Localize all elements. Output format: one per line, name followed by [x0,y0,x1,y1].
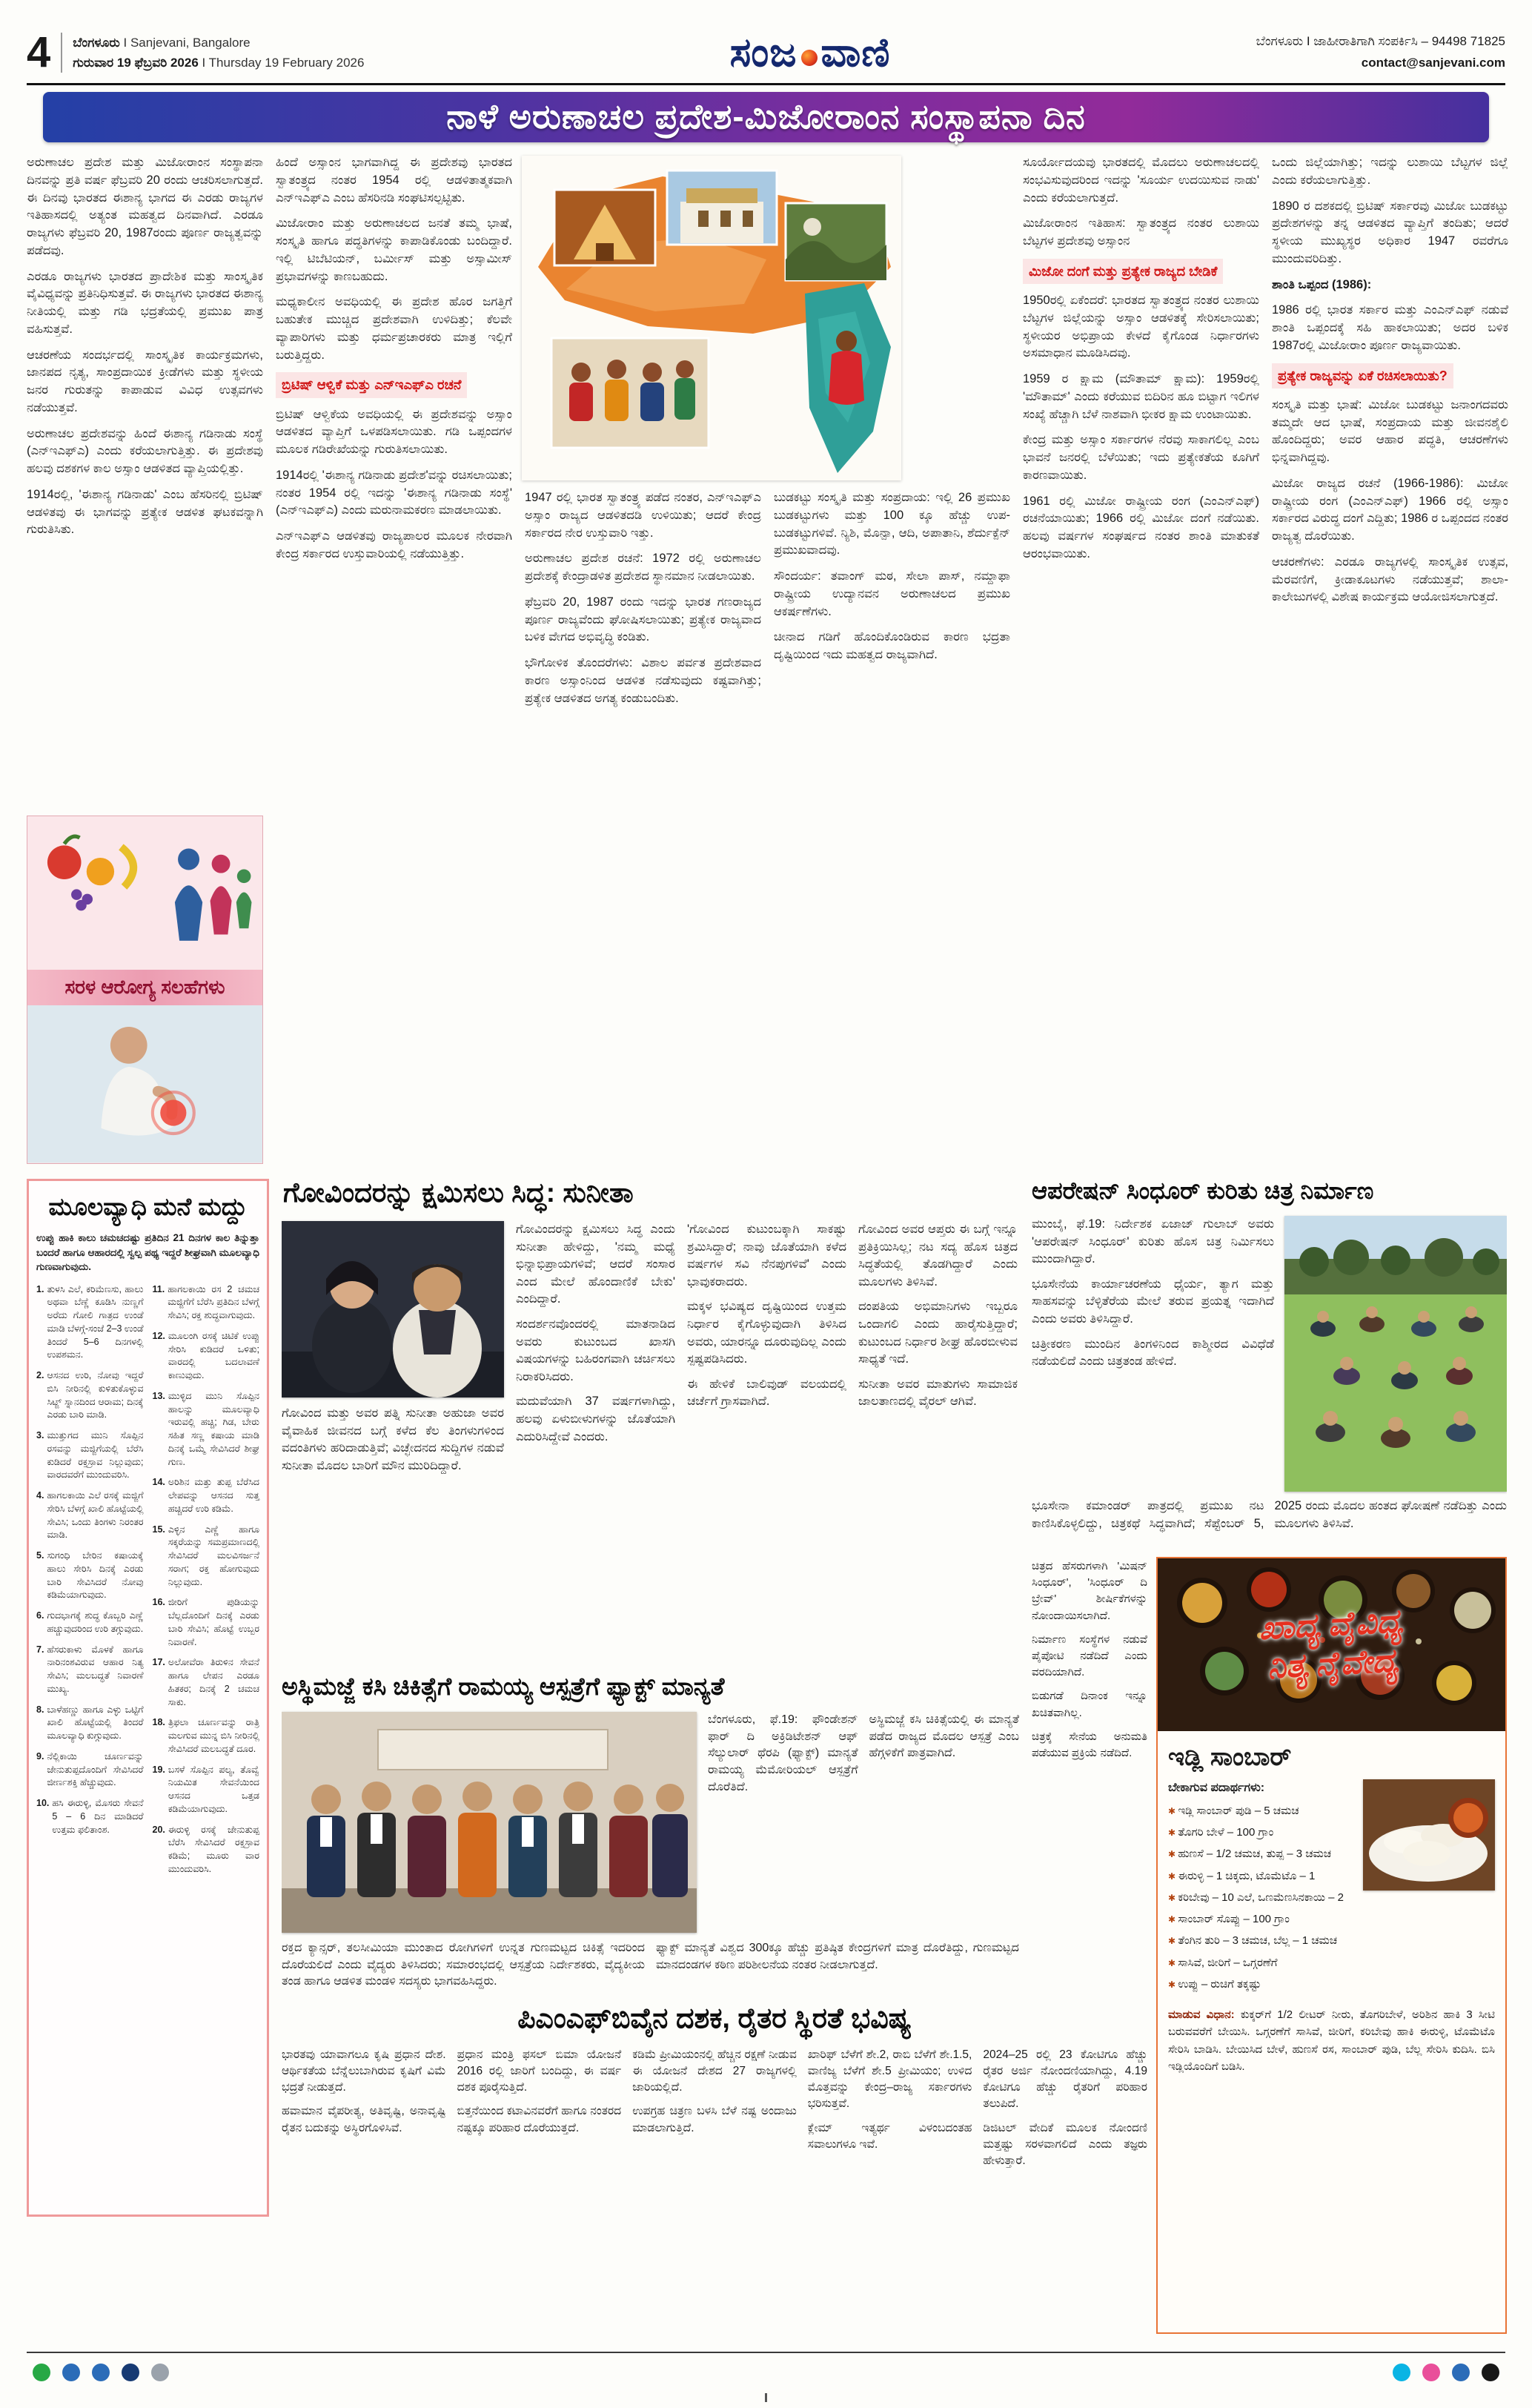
lead-paragraph: ಅರುಣಾಚಲ ಪ್ರದೇಶ ಮತ್ತು ಮಿಜೋರಾಂನ ಸಂಸ್ಥಾಪನಾ ದಿನವನ್ನು ಪ್ರತಿ ವರ್ಷ ಫೆಬ್ರವರಿ 20 ರಂದು ಆಚರಿಸಲಾಗುತ್ತದೆ. ಈ ದಿನವು ಭಾರತದ ಈಶಾನ್ಯ ಭಾಗದ ಈ ಎರಡು ರಾಜ್ಯಗಳ ಇತಿಹಾಸದಲ್ಲಿ ಅತ್ಯಂತ ಮಹತ್ವದ ದಿನವಾಗಿದೆ. ಎರಡೂ ರಾಜ್ಯಗಳು ಫೆಬ್ರವರಿ 20, 1987ರಂದು ಪೂರ್ಣ ರಾಜ್ಯತ್ವವನ್ನು ಪಡೆದವು. [27,156,263,257]
remedy-text: ಗುದಭಾಗಕ್ಕೆ ಶುದ್ಧ ಕೊಬ್ಬರಿ ಎಣ್ಣೆ ಹಚ್ಚುವುದರಿಂದ ಉರಿ ತಗ್ಗುವುದು. [47,1610,144,1634]
remedy-number: 13. [152,1390,165,1401]
contact-email: contact@sanjevani.com [1361,56,1505,70]
lead-paragraph: ಬ್ರಿಟಿಷ್ ಆಳ್ವಿಕೆ ಮತ್ತು ಎನ್‌ಇಎಫ್‌ಎ ರಚನೆ [276,372,467,397]
color-dot [92,2364,110,2381]
remedies-title: ಮೂಲವ್ಯಾಧಿ ಮನೆ ಮದ್ದು [48,1193,248,1220]
masthead-logo-left: ಸಂಜ [729,30,797,75]
article-paragraph: ಕಡಿಮೆ ಪ್ರೀಮಿಯಂನಲ್ಲಿ ಹೆಚ್ಚಿನ ರಕ್ಷಣೆ ನೀಡುವ ಈ ಯೋಜನೆ ದೇಶದ 27 ರಾಜ್ಯಗಳಲ್ಲಿ ಜಾರಿಯಲ್ಲಿದೆ. [632,2048,797,2094]
print-registration-dots-right [1393,2364,1499,2381]
remedy-number: 10. [36,1798,50,1809]
article-paragraph: ಚಿತ್ರೀಕರಣ ಮುಂದಿನ ತಿಂಗಳಿನಿಂದ ಕಾಶ್ಮೀರದ ವಿವಿಧೆಡೆ ನಡೆಯಲಿದೆ ಎಂದು ಚಿತ್ರತಂಡ ಹೇಳಿದೆ. [1032,1337,1274,1369]
article-paragraph: ನಿರ್ಮಾಣ ಸಂಸ್ಥೆಗಳ ನಡುವೆ ಪೈಪೋಟಿ ನಡೆದಿದೆ ಎಂದು ವರದಿಯಾಗಿದೆ. [1032,1633,1147,1679]
article-paragraph: ದಂಪತಿಯ ಅಭಿಮಾನಿಗಳು ಇಬ್ಬರೂ ಒಂದಾಗಲಿ ಎಂದು ಹಾರೈಸುತ್ತಿದ್ದಾರೆ; ಕುಟುಂಬದ ನಿರ್ಧಾರ ಶೀಘ್ರ ಹೊರಬೀಳುವ ಸಾಧ್ಯತೆ ಇದೆ. [858,1300,1018,1366]
remedy-item [36,1549,144,1602]
ramaiah-body [282,1712,1019,1933]
remedy-item [36,1704,144,1743]
article-paragraph: ಮದುವೆಯಾಗಿ 37 ವರ್ಷಗಳಾಗಿದ್ದು, ಹಲವು ಏಳುಬೀಳುಗಳನ್ನು ಜೊತೆಯಾಗಿ ಎದುರಿಸಿದ್ದೇವೆ ಎಂದರು. [516,1395,675,1443]
lead-paragraph: ಚೀನಾದ ಗಡಿಗೆ ಹೊಂದಿಕೊಂಡಿರುವ ಕಾರಣ ಭದ್ರತಾ ದೃಷ್ಟಿಯಿಂದ ಇದು ಮಹತ್ವದ ರಾಜ್ಯವಾಗಿದೆ. [774,630,1010,661]
remedy-text: ತುಳಸಿ ಎಲೆ, ಕರಿಮೆಣಸು, ಹಾಲು ಅಥವಾ ಬೆಣ್ಣೆ ಕೂಡಿಸಿ ನುಣ್ಣಗೆ ಅರೆದು ಗೋಲಿ ಗಾತ್ರದ ಉಂಡೆ ಮಾಡಿ ಬೆಳಗ್ಗೆ-ಸಂಜೆ 2–3 ಉಂಡೆ ತಿಂದರೆ 5–6 ದಿನಗಳಲ್ಲಿ ಉಪಶಮನ. [47,1283,144,1360]
remedy-item [153,1330,260,1383]
remedy-number: 9. [36,1750,44,1762]
article-paragraph: ರಕ್ತದ ಕ್ಯಾನ್ಸರ್, ತಲಸೀಮಿಯಾ ಮುಂತಾದ ರೋಗಿಗಳಿಗೆ ಉನ್ನತ ಗುಣಮಟ್ಟದ ಚಿಕಿತ್ಸೆ ಇದರಿಂದ ದೊರೆಯಲಿದೆ ಎಂದು ವೈದ್ಯರು ತಿಳಿಸಿದರು; ಸಮಾರಂಭದಲ್ಲಿ ಆಸ್ಪತ್ರೆಯ ನಿರ್ದೇಶಕರು, ವೈದ್ಯಕೀಯ ತಂಡ ಹಾಗೂ ಆಡಳಿತ ಮಂಡಳಿ ಸದಸ್ಯರು ಭಾಗವಹಿಸಿದ್ದರು. [282,1942,645,1988]
masthead-logo-right: ವಾಣಿ [820,30,891,75]
remedy-number: 11. [152,1283,165,1294]
pmfby-column-4 [808,2047,972,2177]
ingredient-item: ✱ ಸಾಂಬಾರ್ ಸೊಪ್ಪು – 100 ಗ್ರಾಂ [1168,1911,1356,1928]
recipe-title: ಇಡ್ಲಿ ಸಾಂಬಾರ್ [1168,1743,1292,1771]
health-tips-ribbon-text: ಸರಳ ಆರೋಗ್ಯ ಸಲಹೆಗಳು [64,976,225,999]
remedy-number: 8. [36,1704,44,1715]
lead-paragraph: 1986 ರಲ್ಲಿ ಭಾರತ ಸರ್ಕಾರ ಮತ್ತು ಎಂಎನ್‌ಎಫ್ ನಡುವೆ ಶಾಂತಿ ಒಪ್ಪಂದಕ್ಕೆ ಸಹಿ ಹಾಕಲಾಯಿತು; ಅದರ ಬಳಿಕ 1987ರಲ್ಲಿ ಮಿಜೋರಾಂ ಪೂರ್ಣ ರಾಜ್ಯವಾಯಿತು. [1272,303,1508,352]
remedy-text: ಹಾಗಲಕಾಯಿ ಎಲೆ ರಸಕ್ಕೆ ಮಜ್ಜಿಗೆ ಸೇರಿಸಿ ಬೆಳಗ್ಗೆ ಖಾಲಿ ಹೊಟ್ಟೆಯಲ್ಲಿ ಸೇವಿಸಿ; ಒಂದು ತಿಂಗಳು ನಿರಂತರ ಮಾಡಿ. [47,1490,144,1541]
remedy-item [153,1390,260,1469]
remedies-intro: ಉಪ್ಪು ಹಾಕಿ ಕಾಲು ಚಮಚದಷ್ಟು ಪ್ರತಿದಿನ 21 ದಿನಗಳ ಕಾಲ ತಿನ್ನುತ್ತಾ ಬಂದರೆ ಹಾಗೂ ಆಹಾರದಲ್ಲಿ ಸ್ವಲ್ಪ ಪಥ್ಯ ಇದ್ದರೆ ಶೀಘ್ರವಾಗಿ ಮೂಲವ್ಯಾಧಿ ಗುಣವಾಗುವುದು. [36,1232,259,1273]
lead-paragraph: ಒಂದು ಜಿಲ್ಲೆಯಾಗಿತ್ತು; ಇದನ್ನು ಲುಶಾಯಿ ಬೆಟ್ಟಗಳ ಜಿಲ್ಲೆ ಎಂದು ಕರೆಯಲಾಗುತ್ತಿತ್ತು. [1272,156,1508,187]
ingredient-item: ✱ ಹುಣಸೆ – 1/2 ಚಮಚ, ತುಪ್ಪ – 3 ಚಮಚ [1168,1845,1356,1862]
pmfby-column-5 [983,2047,1147,2177]
remedy-text: ಮುಳ್ಳಿದ ಮುನಿ ಸೊಪ್ಪಿನ ಹಾಲನ್ನು ಮೂಲವ್ಯಾಧಿ ಇರುವಲ್ಲಿ ಹಚ್ಚಿ; ಗಿಡ, ಬೇರು ಸಹಿತ ಸಣ್ಣ ಕಷಾಯ ಮಾಡಿ ದಿನಕ್ಕೆ ಒಮ್ಮೆ ಸೇವಿಸಿದರೆ ಶೀಘ್ರ ಗುಣ. [168,1390,259,1467]
lead-article-body [27,154,1508,1167]
article-paragraph: ಹವಾಮಾನ ವೈಪರೀತ್ಯ, ಅತಿವೃಷ್ಟಿ, ಅನಾವೃಷ್ಟಿ ರೈತನ ಬದುಕನ್ನು ಅಸ್ಥಿರಗೊಳಿಸಿವೆ. [282,2105,446,2134]
ramaiah-headline: ಅಸ್ಥಿಮಜ್ಜೆ ಕಸಿ ಚಿಕಿತ್ಸೆಗೆ ರಾಮಯ್ಯ ಆಸ್ಪತ್ರೆಗೆ ಫ್ಯಾಕ್ಟ್ ಮಾನ್ಯತೆ [282,1673,725,1700]
lead-paragraph: ಸಂಸ್ಕೃತಿ ಮತ್ತು ಭಾಷೆ: ಮಿಜೋ ಬುಡಕಟ್ಟು ಜನಾಂಗದವರು ತಮ್ಮದೇ ಆದ ಭಾಷೆ, ಸಂಪ್ರದಾಯ ಮತ್ತು ಜೀವನಶೈಲಿ ಹೊಂದಿದ್ದರು; ಅವರ ಆಹಾರ ಪದ್ಧತಿ, ಆಚರಣೆಗಳು ಭಿನ್ನವಾಗಿದ್ದವು. [1272,397,1508,465]
article-paragraph: ಮಕ್ಕಳ ಭವಿಷ್ಯದ ದೃಷ್ಟಿಯಿಂದ ಉತ್ತಮ ನಿರ್ಧಾರ ಕೈಗೊಳ್ಳುವುದಾಗಿ ತಿಳಿಸಿದ ಅವರು, ಯಾರನ್ನೂ ದೂರುವುದಿಲ್ಲ ಎಂದು ಸ್ಪಷ್ಟಪಡಿಸಿದರು. [687,1300,846,1366]
lead-paragraph: ಆಚರಣೆಗಳು: ಎರಡೂ ರಾಜ್ಯಗಳಲ್ಲಿ ಸಾಂಸ್ಕೃತಿಕ ಉತ್ಸವ, ಮೆರವಣಿಗೆ, ಕ್ರೀಡಾಕೂಟಗಳು ನಡೆಯುತ್ತವೆ; ಶಾಲಾ-ಕಾಲೇಜುಗಳಲ್ಲಿ ವಿಶೇಷ ಕಾರ್ಯಕ್ರಮ ಆಯೋಜಿಸಲಾಗುತ್ತದೆ. [1272,555,1508,604]
food-banner-line-1: ಖಾದ್ಯ ವೈವಿಧ್ಯ [1258,1602,1403,1647]
color-dot [1452,2364,1470,2381]
health-tips-graphic [27,816,263,1164]
ingredient-item: ✱ ಸಾಸಿವೆ, ಜೀರಿಗೆ – ಒಗ್ಗರಣೆಗೆ [1168,1954,1356,1971]
color-dot [1482,2364,1499,2381]
govinda-column-4 [858,1221,1018,1482]
remedy-number: 14. [152,1477,165,1488]
lead-paragraph: ಅರುಣಾಚಲ ಪ್ರದೇಶವನ್ನು ಹಿಂದೆ ಈಶಾನ್ಯ ಗಡಿನಾಡು ಸಂಸ್ಥೆ (ಎನ್‌ಇಎಫ್‌ಎ) ಎಂದು ಕರೆಯಲಾಗುತ್ತಿತ್ತು. ಈ ಪ್ರದೇಶವು ಹಲವು ದಶಕಗಳ ಕಾಲ ಅಸ್ಸಾಂ ಆಡಳಿತದ ವ್ಯಾಪ್ತಿಯಲ್ಲಿತ್ತು. [27,426,263,475]
ramaiah-article [282,1673,1019,1994]
remedy-item [153,1283,260,1323]
lead-paragraph: 1914ರಲ್ಲಿ 'ಈಶಾನ್ಯ ಗಡಿನಾಡು ಪ್ರದೇಶ'ವನ್ನು ರಚಿಸಲಾಯಿತು; ನಂತರ 1954 ರಲ್ಲಿ ಇದನ್ನು 'ಈಶಾನ್ಯ ಗಡಿನಾಡು ಸಂಸ್ಥೆ' (ಎನ್‌ಇಎಫ್‌ಎ) ಎಂದು ಮರುನಾಮಕರಣ ಮಾಡಲಾಯಿತು. [276,468,512,517]
lead-column-6 [1272,154,1508,1167]
lead-column-2 [276,154,512,1167]
header-left [27,28,365,76]
ingredient-item: ✱ ತೊಗರಿ ಬೇಳೆ – 100 ಗ್ರಾಂ [1168,1824,1356,1841]
food-banner-line-2: ನಿತ್ಯ ನೈವೇದ್ಯ [1266,1641,1399,1686]
lead-paragraph: 1890 ರ ದಶಕದಲ್ಲಿ ಬ್ರಿಟಿಷ್ ಸರ್ಕಾರವು ಮಿಜೋ ಬುಡಕಟ್ಟು ಪ್ರದೇಶಗಳನ್ನು ತನ್ನ ಆಡಳಿತದ ವ್ಯಾಪ್ತಿಗೆ ತಂದಿತು; ಆದರೆ ಸ್ಥಳೀಯ ಮುಖ್ಯಸ್ಥರ ಅಧಿಕಾರ 1947 ರವರೆಗೂ ಮುಂದುವರಿದಿತ್ತು. [1272,199,1508,265]
lead-paragraph: ಸೌಂದರ್ಯ: ತವಾಂಗ್ ಮಠ, ಸೇಲಾ ಪಾಸ್, ನಮ್ದಾಫಾ ರಾಷ್ಟ್ರೀಯ ಉದ್ಯಾನವನ ಅರುಣಾಚಲದ ಪ್ರಮುಖ ಆಕರ್ಷಣೆಗಳು. [774,569,1010,618]
lead-paragraph: ಪ್ರತ್ಯೇಕ ರಾಜ್ಯವನ್ನು ಏಕೆ ರಚಿಸಲಾಯಿತು? [1272,363,1453,388]
lead-column-1 [27,154,263,1167]
pmfby-headline: ಪಿಎಂಎಫ್‌ಬಿವೈನ ದಶಕ, ರೈತರ ಸ್ಥಿರತೆ ಭವಿಷ್ಯ [517,2003,912,2034]
ingredient-item: ✱ ತೆಂಗಿನ ತುರಿ – 3 ಚಮಚ, ಬೆಲ್ಲ – 1 ಚಮಚ [1168,1932,1356,1949]
arunachal-mizoram-collage-photo [522,156,901,480]
pmfby-column-2 [457,2047,622,2177]
article-paragraph: ಖಾರಿಫ್ ಬೆಳೆಗೆ ಶೇ.2, ರಾಬಿ ಬೆಳೆಗೆ ಶೇ.1.5, ವಾಣಿಜ್ಯ ಬೆಳೆಗೆ ಶೇ.5 ಪ್ರೀಮಿಯಂ; ಉಳಿದ ಮೊತ್ತವನ್ನು ಕೇಂದ್ರ–ರಾಜ್ಯ ಸರ್ಕಾರಗಳು ಭರಿಸುತ್ತವೆ. [807,2048,972,2111]
remedy-item [153,1764,260,1816]
article-paragraph: ಚಿತ್ರದ ಹೆಸರುಗಳಾಗಿ 'ಮಿಷನ್ ಸಿಂಧೂರ್', 'ಸಿಂಧೂರ್ ದಿ ಬ್ರೇವ್' ಶೀರ್ಷಿಕೆಗಳನ್ನು ನೋಂದಾಯಿಸಲಾಗಿದೆ. [1032,1560,1147,1622]
city-label-en: I Sanjevani, Bangalore [123,35,251,50]
color-dot [151,2364,169,2381]
article-paragraph: ಫ್ಯಾಕ್ಟ್ ಮಾನ್ಯತೆ ವಿಶ್ವದ 300ಕ್ಕೂ ಹೆಚ್ಚು ಪ್ರತಿಷ್ಠಿತ ಕೇಂದ್ರಗಳಿಗೆ ಮಾತ್ರ ದೊರೆತಿದ್ದು, ಗುಣಮಟ್ಟದ ಮಾನದಂಡಗಳ ಕಠಿಣ ಪರಿಶೀಲನೆಯ ನಂತರ ನೀಡಲಾಗುತ್ತದೆ. [656,1942,1019,1971]
govinda-column-1-text [282,1405,504,1475]
method-text: ಕುಕ್ಕರ್‌ಗೆ 1/2 ಲೀಟರ್ ನೀರು, ತೊಗರಿಬೇಳೆ, ಅರಿಶಿನ ಹಾಕಿ 3 ಸೀಟಿ ಬರುವವರೆಗೆ ಬೇಯಿಸಿ. ಒಗ್ಗರಣೆಗೆ ಸಾಸಿವೆ, ಜೀರಿಗೆ, ಕರಿಬೇವು ಹಾಕಿ ಈರುಳ್ಳಿ, ಟೊಮೆಟೊ ಸೇರಿಸಿ ಬಾಡಿಸಿ. ಬೇಯಿಸಿದ ಬೇಳೆ, ಹುಣಸೆ ರಸ, ಸಾಂಬಾರ್ ಪುಡಿ, ಬೆಲ್ಲ ಸೇರಿಸಿ ಕುದಿಸಿ. ಬಿಸಿ ಇಡ್ಲಿಯೊಂದಿಗೆ ಬಡಿಸಿ. [1168,2008,1495,2073]
idli-sambar-photo [1363,1779,1495,1891]
remedy-text: ಅರಿಶಿನ ಮತ್ತು ತುಪ್ಪ ಬೆರೆಸಿದ ಲೇಪವನ್ನು ಆಸನದ ಸುತ್ತ ಹಚ್ಚಿದರೆ ಉರಿ ಕಡಿಮೆ. [168,1477,259,1514]
govinda-column-3 [687,1221,846,1482]
govinda-headline: ಗೋವಿಂದರನ್ನು ಕ್ಷಮಿಸಲು ಸಿದ್ಧ: ಸುನೀತಾ [283,1177,634,1208]
remedies-box [27,1179,269,2217]
lead-paragraph: ಎರಡೂ ರಾಜ್ಯಗಳು ಭಾರತದ ಪ್ರಾದೇಶಿಕ ಮತ್ತು ಸಾಂಸ್ಕೃತಿಕ ವೈವಿಧ್ಯವನ್ನು ಪ್ರತಿನಿಧಿಸುತ್ತವೆ. ಈ ರಾಜ್ಯಗಳು ಭಾರತದ ಈಶಾನ್ಯ ನೀತಿಯಲ್ಲಿ ಮತ್ತು ಗಡಿ ಭದ್ರತೆಯಲ್ಲಿ ಪ್ರಮುಖ ಪಾತ್ರ ವಹಿಸುತ್ತವೆ. [27,269,263,336]
remedy-item [36,1489,144,1542]
article-paragraph: ಪ್ರಧಾನ ಮಂತ್ರಿ ಫಸಲ್ ಬಿಮಾ ಯೋಜನೆ 2016 ರಲ್ಲಿ ಜಾರಿಗೆ ಬಂದಿದ್ದು, ಈ ವರ್ಷ ದಶಕ ಪೂರೈಸುತ್ತಿದೆ. [457,2048,622,2094]
color-dot [1393,2364,1410,2381]
sindoor-bottom-text [1032,1498,1507,1536]
lead-paragraph: 1947 ರಲ್ಲಿ ಭಾರತ ಸ್ವಾತಂತ್ರ್ಯ ಪಡೆದ ನಂತರ, ಎನ್‌ಇಎಫ್‌ಎ ಅಸ್ಸಾಂ ರಾಜ್ಯದ ಆಡಳಿತದಡಿ ಉಳಿಯಿತು; ಆದರೆ ಕೇಂದ್ರ ಸರ್ಕಾರದ ನೇರ ಉಸ್ತುವಾರಿ ಇತ್ತು. [525,491,761,540]
remedy-item [153,1656,260,1709]
lead-paragraph: ಎನ್‌ಇಎಫ್‌ಎ ಆಡಳಿತವು ರಾಜ್ಯಪಾಲರ ಮೂಲಕ ನೇರವಾಗಿ ಕೇಂದ್ರ ಸರ್ಕಾರದ ಉಸ್ತುವಾರಿಯಲ್ಲಿ ನಡೆಯುತ್ತಿತ್ತು. [276,529,512,560]
ingredient-item: ✱ ಇಡ್ಲಿ ಸಾಂಬಾರ್ ಪುಡಿ – 5 ಚಮಚ [1168,1802,1356,1819]
remedy-text: ನೆಲ್ಲಿಕಾಯಿ ಚೂರ್ಣವನ್ನು ಜೇನುತುಪ್ಪದೊಂದಿಗೆ ಸೇವಿಸಿದರೆ ಜೀರ್ಣಶಕ್ತಿ ಹೆಚ್ಚುವುದು. [47,1750,144,1788]
article-paragraph: ಗೋವಿಂದ ಅವರ ಆಪ್ತರು ಈ ಬಗ್ಗೆ ಇನ್ನೂ ಪ್ರತಿಕ್ರಿಯಿಸಿಲ್ಲ; ನಟ ಸದ್ಯ ಹೊಸ ಚಿತ್ರದ ಸಿದ್ಧತೆಯಲ್ಲಿ ತೊಡಗಿದ್ದಾರೆ ಎಂದು ಮೂಲಗಳು ತಿಳಿಸಿವೆ. [858,1223,1018,1289]
remedy-text: ಅಲೋವೆರಾ ತಿರುಳಿನ ಸೇವನೆ ಹಾಗೂ ಲೇಪನ ಎರಡೂ ಹಿತಕರ; ದಿನಕ್ಕೆ 2 ಚಮಚ ಸಾಕು. [168,1657,259,1707]
sindoor-column-1 [1032,1216,1274,1492]
page-fold-mark [765,2393,767,2402]
lead-paragraph: 1914ರಲ್ಲಿ, 'ಈಶಾನ್ಯ ಗಡಿನಾಡು' ಎಂಬ ಹೆಸರಿನಲ್ಲಿ ಬ್ರಿಟಿಷ್ ಆಡಳಿತವು ಈ ಭಾಗವನ್ನು ಪ್ರತ್ಯೇಕ ಆಡಳಿತ ಘಟಕವನ್ನಾಗಿ ಗುರುತಿಸಿತು. [27,487,263,537]
remedy-text: ಮುತ್ತುಗದ ಮುನಿ ಸೊಪ್ಪಿನ ರಸವನ್ನು ಮಜ್ಜಿಗೆಯಲ್ಲಿ ಬೆರೆಸಿ ಕುಡಿದರೆ ರಕ್ತಸ್ರಾವ ನಿಲ್ಲುವುದು; ವಾರದವರೆಗೆ ಮುಂದುವರಿಸಿ. [47,1430,144,1481]
remedy-text: ತ್ರಿಫಲಾ ಚೂರ್ಣವನ್ನು ರಾತ್ರಿ ಮಲಗುವ ಮುನ್ನ ಬಿಸಿ ನೀರಿನಲ್ಲಿ ಸೇವಿಸಿದರೆ ಮಲಬದ್ಧತೆ ದೂರ. [168,1717,259,1754]
remedy-text: ಎಳ್ಳಿನ ಎಣ್ಣೆ ಹಾಗೂ ಸಕ್ಕರೆಯನ್ನು ಸಮಪ್ರಮಾಣದಲ್ಲಿ ಸೇವಿಸಿದರೆ ಮಲವಿಸರ್ಜನೆ ಸರಾಗ; ರಕ್ತ ಹೋಗುವುದು ನಿಲ್ಲುವುದು. [168,1524,259,1587]
header-rule [27,83,1505,85]
govinda-column-1 [282,1221,504,1482]
lead-paragraph: ಕೇಂದ್ರ ಮತ್ತು ಅಸ್ಸಾಂ ಸರ್ಕಾರಗಳ ನೆರವು ಸಾಕಾಗಲಿಲ್ಲ ಎಂಬ ಭಾವನೆ ಜನರಲ್ಲಿ ಬೆಳೆಯಿತು; ಇದು ಪ್ರತ್ಯೇಕತೆಯ ಕೂಗಿಗೆ ಕಾರಣವಾಯಿತು. [1023,433,1259,482]
article-paragraph: ಬಿಡುಗಡೆ ದಿನಾಂಕ ಇನ್ನೂ ಖಚಿತವಾಗಿಲ್ಲ. [1032,1690,1147,1719]
pmfby-body [282,2047,1147,2177]
lead-paragraph: ಮಧ್ಯಕಾಲೀನ ಅವಧಿಯಲ್ಲಿ ಈ ಪ್ರದೇಶ ಹೊರ ಜಗತ್ತಿಗೆ ಬಹುತೇಕ ಮುಚ್ಚಿದ ಪ್ರದೇಶವಾಗಿ ಉಳಿದಿತ್ತು; ಕೆಲವೇ ವ್ಯಾಪಾರಿಗಳು ಮತ್ತು ಧರ್ಮಪ್ರಚಾರಕರು ಮಾತ್ರ ಇಲ್ಲಿಗೆ ಬರುತ್ತಿದ್ದರು. [276,295,512,362]
pmfby-column-1 [282,2047,446,2177]
sindoor-headline: ಆಪರೇಷನ್ ಸಿಂಧೂರ್ ಕುರಿತು ಚಿತ್ರ ನಿರ್ಮಾಣ [1032,1177,1374,1204]
remedies-columns [36,1283,259,1884]
lead-paragraph: ಬ್ರಿಟಿಷ್ ಆಳ್ವಿಕೆಯ ಅವಧಿಯಲ್ಲಿ ಈ ಪ್ರದೇಶವನ್ನು ಅಸ್ಸಾಂ ಆಡಳಿತದ ವ್ಯಾಪ್ತಿಗೆ ಒಳಪಡಿಸಲಾಯಿತು. ಗಡಿ ಒಪ್ಪಂದಗಳ ಮೂಲಕ ಗಡಿರೇಖೆಯನ್ನು ಗುರುತಿಸಲಾಯಿತು. [276,407,512,457]
remedy-text: ಹಾಗಲಕಾಯಿ ರಸ 2 ಚಮಚ ಮಜ್ಜಿಗೆಗೆ ಬೆರೆಸಿ ಪ್ರತಿದಿನ ಬೆಳಗ್ಗೆ ಸೇವಿಸಿ; ರಕ್ತ ಶುದ್ಧವಾಗುವುದು. [168,1283,259,1321]
lead-headline: ನಾಳೆ ಅರುಣಾಚಲ ಪ್ರದೇಶ-ಮಿಜೋರಾಂನ ಸಂಸ್ಥಾಪನಾ ದಿನ [446,97,1086,136]
health-tips-ribbon [27,970,262,1005]
article-paragraph: ಸಂದರ್ಶನವೊಂದರಲ್ಲಿ ಮಾತನಾಡಿದ ಅವರು ಕುಟುಂಬದ ಖಾಸಗಿ ವಿಷಯಗಳನ್ನು ಬಹಿರಂಗವಾಗಿ ಚರ್ಚಿಸಲು ನಿರಾಕರಿಸಿದರು. [516,1317,675,1383]
article-paragraph: ಸುನೀತಾ ಅವರ ಮಾತುಗಳು ಸಾಮಾಜಿಕ ಜಾಲತಾಣದಲ್ಲಿ ವೈರಲ್ ಆಗಿವೆ. [858,1377,1018,1409]
remedy-text: ಬಾಳೆಹಣ್ಣು ಹಾಗೂ ಎಳ್ಳು ಒಟ್ಟಿಗೆ ಖಾಲಿ ಹೊಟ್ಟೆಯಲ್ಲಿ ತಿಂದರೆ ಮೂಲವ್ಯಾಧಿ ಕುಗ್ಗುವುದು. [47,1704,144,1742]
remedy-number: 16. [152,1597,165,1608]
lead-paragraph: ಫೆಬ್ರವರಿ 20, 1987 ರಂದು ಇದನ್ನು ಭಾರತ ಗಣರಾಜ್ಯದ ಪೂರ್ಣ ರಾಜ್ಯವೆಂದು ಘೋಷಿಸಲಾಯಿತು; ಪ್ರತ್ಯೇಕ ರಾಜ್ಯವಾದ ಬಳಿಕ ವೇಗದ ಅಭಿವೃದ್ಧಿ ಕಂಡಿತು. [525,595,761,644]
remedy-number: 19. [152,1764,165,1775]
color-dot [122,2364,139,2381]
lead-paragraph: ಹಿಂದೆ ಅಸ್ಸಾಂನ ಭಾಗವಾಗಿದ್ದ ಈ ಪ್ರದೇಶವು ಭಾರತದ ಸ್ವಾತಂತ್ರ್ಯದ ನಂತರ 1954 ರಲ್ಲಿ ಆಡಳಿತಾತ್ಮಕವಾಗಿ ಎನ್‌ಇಎಫ್‌ಎ ಎಂಬ ಹೆಸರಿನಡಿ ಸಂಘಟಿಸಲ್ಪಟ್ಟಿತು. [276,156,512,205]
article-paragraph: ಕ್ಲೇಮ್ ಇತ್ಯರ್ಥ ವಿಳಂಬದಂತಹ ಸವಾಲುಗಳೂ ಇವೆ. [807,2121,972,2151]
lead-paragraph: ಸೂರ್ಯೋದಯವು ಭಾರತದಲ್ಲಿ ಮೊದಲು ಅರುಣಾಚಲದಲ್ಲಿ ಸಂಭವಿಸುವುದರಿಂದ ಇದನ್ನು 'ಸೂರ್ಯ ಉದಯಿಸುವ ನಾಡು' ಎಂದು ಕರೆಯಲಾಗುತ್ತದೆ. [1023,156,1259,205]
remedy-number: 15. [152,1524,165,1535]
remedy-number: 7. [36,1644,44,1655]
article-paragraph: 'ಗೋವಿಂದ ಕುಟುಂಬಕ್ಕಾಗಿ ಸಾಕಷ್ಟು ಶ್ರಮಿಸಿದ್ದಾರೆ; ನಾವು ಜೊತೆಯಾಗಿ ಕಳೆದ ವರ್ಷಗಳ ಸವಿ ನೆನಪುಗಳಿವೆ' ಎಂದು ಭಾವುಕರಾದರು. [687,1223,846,1289]
remedy-text: ಈರುಳ್ಳಿ ರಸಕ್ಕೆ ಜೇನುತುಪ್ಪ ಬೆರೆಸಿ ಸೇವಿಸಿದರೆ ರಕ್ತಸ್ರಾವ ಕಡಿಮೆ; ಮೂರು ವಾರ ಮುಂದುವರಿಸಿ. [168,1824,259,1874]
side-text-column [1032,1558,1147,1988]
lead-paragraph: ಅರುಣಾಚಲ ಪ್ರದೇಶ ರಚನೆ: 1972 ರಲ್ಲಿ ಅರುಣಾಚಲ ಪ್ರದೇಶಕ್ಕೆ ಕೇಂದ್ರಾಡಳಿತ ಪ್ರದೇಶದ ಸ್ಥಾನಮಾನ ನೀಡಲಾಯಿತು. [525,552,761,583]
remedy-item [153,1824,260,1876]
ramaiah-bottom-text [282,1940,1019,1991]
back-pain-illustration [27,1005,262,1162]
remedy-item [36,1644,144,1696]
lead-paragraph: ಶಾಂತಿ ಒಪ್ಪಂದ (1986): [1272,277,1372,291]
remedy-item [153,1476,260,1515]
remedy-text: ಬಸಳೆ ಸೊಪ್ಪಿನ ಪಲ್ಯ, ತೊವ್ವೆ ನಿಯಮಿತ ಸೇವನೆಯಿಂದ ಆಸನದ ಒತ್ತಡ ಕಡಿಮೆಯಾಗುವುದು. [168,1764,259,1814]
article-paragraph: 2024–25 ರಲ್ಲಿ 23 ಕೋಟಿಗೂ ಹೆಚ್ಚು ರೈತರ ಅರ್ಜಿ ನೋಂದಣಿಯಾಗಿದ್ದು, 4.19 ಕೋಟಿಗೂ ಹೆಚ್ಚು ರೈತರಿಗೆ ಪರಿಹಾರ ತಲುಪಿದೆ. [983,2048,1147,2111]
recipe-method [1158,1997,1505,2084]
logo-dot-icon [801,50,818,66]
city-label-kn: ಬೆಂಗಳೂರು [73,35,120,50]
remedy-item [36,1750,144,1790]
sindoor-body [1032,1216,1507,1492]
article-paragraph: ಬಿತ್ತನೆಯಿಂದ ಕಟಾವಿನವರೆಗೆ ಹಾಗೂ ನಂತರದ ನಷ್ಟಕ್ಕೂ ಪರಿಹಾರ ದೊರೆಯುತ್ತದೆ. [457,2105,622,2134]
remedy-item [36,1610,144,1636]
remedy-text: ಮೂಲಂಗಿ ರಸಕ್ಕೆ ಚಿಟಿಕೆ ಉಪ್ಪು ಸೇರಿಸಿ ಕುಡಿದರೆ ಒಳಿತು; ವಾರದಲ್ಲಿ ಬದಲಾವಣೆ ಕಾಣುವುದು. [168,1330,259,1381]
method-label: ಮಾಡುವ ವಿಧಾನ: [1168,2008,1235,2022]
govinda-body [282,1221,1018,1482]
ramaiah-fact-group-photo [282,1712,697,1933]
ingredient-item: ✱ ಕರಿಬೇವು – 10 ಎಲೆ, ಒಣಮೆಣಸಿನಕಾಯಿ – 2 [1168,1889,1356,1906]
article-paragraph: ಭೂಸೇನಾ ಕಮಾಂಡರ್ ಪಾತ್ರದಲ್ಲಿ ಪ್ರಮುಖ ನಟ ಕಾಣಿಸಿಕೊಳ್ಳಲಿದ್ದು, ಚಿತ್ರಕಥೆ ಸಿದ್ಧವಾಗಿದೆ; ಸೆಪ್ಟೆಂಬರ್ 5, 2025 ರಂದು ಮೊದಲ ಹಂತದ ಘೋಷಣೆ ನಡೆದಿತ್ತು ಎಂದು ಮೂಲಗಳು ತಿಳಿಸಿವೆ. [1032,1499,1507,1530]
health-foods-illustration [27,816,262,970]
remedy-number: 3. [36,1430,44,1441]
masthead-logo [730,30,891,76]
operation-sindoor-article [1032,1177,1507,1550]
remedies-list-right [153,1283,260,1884]
food-column [1156,1557,1507,2334]
ingredient-item: ✱ ಈರುಳ್ಳಿ – 1 ಚಿಕ್ಕದು, ಟೊಮೆಟೊ – 1 [1168,1868,1356,1885]
article-paragraph: ಭಾರತವು ಯಾವಾಗಲೂ ಕೃಷಿ ಪ್ರಧಾನ ದೇಶ. ಆರ್ಥಿಕತೆಯ ಬೆನ್ನೆಲುಬಾಗಿರುವ ಕೃಷಿಗೆ ವಿಮೆ ಭದ್ರತೆ ನೀಡುತ್ತದೆ. [282,2048,446,2094]
lead-paragraph: ಭೌಗೋಳಿಕ ತೊಂದರೆಗಳು: ವಿಶಾಲ ಪರ್ವತ ಪ್ರದೇಶವಾದ ಕಾರಣ ಅಸ್ಸಾಂನಿಂದ ಆಡಳಿತ ನಡೆಸುವುದು ಕಷ್ಟವಾಗಿತ್ತು; ಪ್ರತ್ಯೇಕ ಆಡಳಿತದ ಅಗತ್ಯ ಕಂಡುಬಂದಿತು. [525,656,761,705]
lead-paragraph: ಮಿಜೋರಾಂ ಮತ್ತು ಅರುಣಾಚಲದ ಜನತೆ ತಮ್ಮ ಭಾಷೆ, ಸಂಸ್ಕೃತಿ ಹಾಗೂ ಪದ್ಧತಿಗಳನ್ನು ಕಾಪಾಡಿಕೊಂಡು ಬಂದಿದ್ದಾರೆ. ಇಲ್ಲಿ ಟಿಬೆಟಿಯನ್, ಬರ್ಮೀಸ್ ಮತ್ತು ಅಸ್ಸಾಮೀಸ್ ಪ್ರಭಾವಗಳನ್ನು ಕಾಣಬಹುದು. [276,216,512,283]
recipe-body [1158,1779,1505,1997]
ingredient-item: ✱ ಉಪ್ಪು – ರುಚಿಗೆ ತಕ್ಕಷ್ಟು [1168,1976,1356,1993]
govinda-article [282,1177,1018,1664]
ramaiah-column-2 [869,1712,1020,1933]
lead-paragraph: 1950ರಲ್ಲಿ ಏಕೆಂದರೆ: ಭಾರತದ ಸ್ವಾತಂತ್ರ್ಯದ ನಂತರ ಲುಶಾಯಿ ಬೆಟ್ಟಗಳ ಜಿಲ್ಲೆಯನ್ನು ಅಸ್ಸಾಂ ಆಡಳಿತಕ್ಕೆ ಸೇರಿಸಲಾಯಿತು; ಸ್ಥಳೀಯರ ಅಭಿಪ್ರಾಯ ಕೇಳದೆ ಕೈಗೊಂಡ ನಿರ್ಧಾರಗಳು ಅಸಮಾಧಾನ ಮೂಡಿಸಿದವು. [1023,294,1259,360]
remedy-item [36,1429,144,1482]
remedy-item [153,1524,260,1590]
lead-paragraph: 1959 ರ ಕ್ಷಾಮ (ಮೌತಾಮ್ ಕ್ಷಾಮ): 1959ರಲ್ಲಿ 'ಮೌತಾಮ್' ಎಂದು ಕರೆಯುವ ಬಿದಿರಿನ ಹೂ ಬಿಟ್ಟಾಗ ಇಲಿಗಳ ಸಂಖ್ಯೆ ಹೆಚ್ಚಾಗಿ ಬೆಳೆ ನಾಶವಾಗಿ ಭೀಕರ ಕ್ಷಾಮ ಉಂಟಾಯಿತು. [1023,372,1259,421]
remedy-text: ಹಸಿ ಈರುಳ್ಳಿ, ಮೊಸರು ಸೇವನೆ 5 – 6 ದಿನ ಮಾಡಿದರೆ ಉತ್ತಮ ಫಲಿತಾಂಶ. [52,1798,144,1835]
remedy-number: 18. [152,1717,165,1728]
remedy-number: 4. [36,1490,44,1501]
remedy-number: 17. [152,1657,165,1668]
govinda-sunita-photo [282,1221,504,1398]
remedy-number: 2. [36,1370,44,1381]
food-banner-script [1156,1557,1507,1740]
article-paragraph: ಉಪಗ್ರಹ ಚಿತ್ರಣ ಬಳಸಿ ಬೆಳೆ ನಷ್ಟ ಅಂದಾಜು ಮಾಡಲಾಗುತ್ತಿದೆ. [632,2105,797,2134]
article-paragraph: ಭೂಸೇನೆಯ ಕಾರ್ಯಾಚರಣೆಯ ಧೈರ್ಯ, ತ್ಯಾಗ ಮತ್ತು ಸಾಹಸವನ್ನು ಬೆಳ್ಳಿತೆರೆಯ ಮೇಲೆ ತರುವ ಪ್ರಯತ್ನ ಇದಾಗಿದೆ ಎಂದು ಅವರು ತಿಳಿಸಿದ್ದಾರೆ. [1032,1277,1274,1326]
remedy-text: ಹೆಸರುಕಾಳು ಮೊಳಕೆ ಹಾಗೂ ನಾರಿನಂಶವಿರುವ ಆಹಾರ ನಿತ್ಯ ಸೇವಿಸಿ; ಮಲಬದ್ಧತೆ ನಿವಾರಣೆ ಮುಖ್ಯ. [47,1644,144,1694]
page-number: 4 [27,28,51,76]
remedy-text: ಸುಗಂಧಿ ಬೇರಿನ ಕಷಾಯಕ್ಕೆ ಹಾಲು ಸೇರಿಸಿ ದಿನಕ್ಕೆ ಎರಡು ಬಾರಿ ಸೇವಿಸಿದರೆ ನೋವು ಕಡಿಮೆಯಾಗುವುದು. [47,1550,144,1601]
lead-paragraph: ಮಿಜೋ ರಾಜ್ಯದ ರಚನೆ (1966-1986): ಮಿಜೋ ರಾಷ್ಟ್ರೀಯ ರಂಗ (ಎಂಎನ್‌ಎಫ್) 1966 ರಲ್ಲಿ ಅಸ್ಸಾಂ ಸರ್ಕಾರದ ವಿರುದ್ಧ ದಂಗೆ ಎದ್ದಿತು; 1986 ರ ಒಪ್ಪಂದದ ನಂತರ ರಾಜ್ಯತ್ವ ದೊರೆಯಿತು. [1272,476,1508,543]
ingredients-label: ಬೇಕಾಗುವ ಪದಾರ್ಥಗಳು: [1168,1782,1265,1794]
remedy-number: 5. [36,1550,44,1561]
operation-sindoor-photo [1284,1216,1507,1492]
lead-paragraph: ಮಿಜೋರಾಂನ ಇತಿಹಾಸ: ಸ್ವಾತಂತ್ರ್ಯದ ನಂತರ ಲುಶಾಯಿ ಬೆಟ್ಟಗಳ ಪ್ರದೇಶವು ಅಸ್ಸಾಂನ [1023,216,1259,248]
remedy-item [153,1596,260,1649]
remedy-number: 6. [36,1610,44,1621]
recipe-ingredients [1168,1779,1356,1997]
color-dot [1422,2364,1440,2381]
remedy-item [36,1283,144,1363]
article-paragraph: ಡಿಜಿಟಲ್ ವೇದಿಕೆ ಮೂಲಕ ನೋಂದಣಿ ಮತ್ತಷ್ಟು ಸರಳವಾಗಲಿದೆ ಎಂದು ತಜ್ಞರು ಹೇಳುತ್ತಾರೆ. [983,2121,1147,2167]
lead-paragraph: ಮಿಜೋ ದಂಗೆ ಮತ್ತು ಪ್ರತ್ಯೇಕ ರಾಜ್ಯದ ಬೇಡಿಕೆ [1023,259,1223,284]
advert-contact-line: ಬೆಂಗಳೂರು I ಜಾಹೀರಾತಿಗಾಗಿ ಸಂಪರ್ಕಿಸಿ – 94498 71825 [1256,34,1505,49]
article-paragraph: ಈ ಹೇಳಿಕೆ ಬಾಲಿವುಡ್ ವಲಯದಲ್ಲಿ ಚರ್ಚೆಗೆ ಗ್ರಾಸವಾಗಿದೆ. [687,1377,846,1409]
ramaiah-column-1 [708,1712,858,1933]
article-paragraph: ಬೆಂಗಳೂರು, ಫೆ.19: ಫೌಂಡೇಶನ್ ಫಾರ್ ದಿ ಅಕ್ರಿಡಿಟೇಶನ್ ಆಫ್ ಸೆಲ್ಯುಲಾರ್ ಥೆರಪಿ (ಫ್ಯಾಕ್ಟ್) ಮಾನ್ಯತೆ ರಾಮಯ್ಯ ಮೆಮೋರಿಯಲ್ ಆಸ್ಪತ್ರೆಗೆ ದೊರೆತಿದೆ. [708,1713,858,1793]
remedy-number: 20. [152,1824,165,1835]
header-contact [1256,31,1505,74]
ingredients-list [1168,1802,1356,1993]
color-dot [62,2364,80,2381]
date-label-kn: ಗುರುವಾರ 19 ಫೆಬ್ರವರಿ 2026 [73,56,199,70]
remedies-list-left [36,1283,144,1884]
lead-column-1-text [27,154,263,807]
article-paragraph: ಗೋವಿಂದ ಮತ್ತು ಅವರ ಪತ್ನಿ ಸುನೀತಾ ಅಹುಜಾ ಅವರ ವೈವಾಹಿಕ ಜೀವನದ ಬಗ್ಗೆ ಕಳೆದ ಕೆಲ ತಿಂಗಳುಗಳಿಂದ ವದಂತಿಗಳು ಹರಿದಾಡುತ್ತಿವೆ; ವಿಚ್ಛೇದನದ ಸುದ್ದಿಗಳ ನಡುವೆ ಸುನೀತಾ ಮೊದಲ ಬಾರಿಗೆ ಮೌನ ಮುರಿದಿದ್ದಾರೆ. [282,1406,504,1472]
remedy-item [36,1797,144,1836]
article-paragraph: ಅಸ್ಥಿಮಜ್ಜೆ ಕಸಿ ಚಿಕಿತ್ಸೆಯಲ್ಲಿ ಈ ಮಾನ್ಯತೆ ಪಡೆದ ರಾಜ್ಯದ ಮೊದಲ ಆಸ್ಪತ್ರೆ ಎಂಬ ಹೆಗ್ಗಳಿಕೆಗೆ ಪಾತ್ರವಾಗಿದೆ. [869,1713,1019,1760]
remedy-item [36,1369,144,1422]
edition-lines [61,33,364,73]
lead-column-5 [1023,154,1259,1167]
date-label-en: I Thursday 19 February 2026 [202,56,365,70]
remedy-text: ಜೀರಿಗೆ ಪುಡಿಯನ್ನು ಬೆಲ್ಲದೊಂದಿಗೆ ದಿನಕ್ಕೆ ಎರಡು ಬಾರಿ ಸೇವಿಸಿ; ಹೊಟ್ಟೆ ಉಬ್ಬರ ನಿವಾರಣೆ. [168,1597,259,1647]
remedy-item [153,1716,260,1756]
remedy-text: ಆಸನದ ಉರಿ, ನೋವು ಇದ್ದರೆ ಬಿಸಿ ನೀರಿನಲ್ಲಿ ಕುಳಿತುಕೊಳ್ಳುವ ಸಿಟ್ಜ್ ಸ್ನಾನದಿಂದ ಆರಾಮ; ದಿನಕ್ಕೆ ಎರಡು ಬಾರಿ ಮಾಡಿ. [47,1370,144,1420]
article-paragraph: ಮುಂಬೈ, ಫೆ.19: ನಿರ್ದೇಶಕ ಏಜಾಜ್ ಗುಲಾಬ್ ಅವರು 'ಆಪರೇಷನ್ ಸಿಂಧೂರ್' ಕುರಿತು ಹೊಸ ಚಿತ್ರ ನಿರ್ಮಿಸಲು ಮುಂದಾಗಿದ್ದಾರೆ. [1032,1217,1274,1266]
govinda-column-2 [516,1221,675,1482]
lead-paragraph: ಆಚರಣೆಯ ಸಂದರ್ಭದಲ್ಲಿ ಸಾಂಸ್ಕೃತಿಕ ಕಾರ್ಯಕ್ರಮಗಳು, ಜಾನಪದ ನೃತ್ಯ, ಸಾಂಪ್ರದಾಯಿಕ ಕ್ರೀಡೆಗಳು ಮತ್ತು ಸ್ಥಳೀಯ ಜನರ ಗುರುತನ್ನು ಕಾಪಾಡುವ ವಿವಿಧ ಉತ್ಸವಗಳು ನಡೆಯುತ್ತವೆ. [27,348,263,414]
spices-photo [1158,1558,1505,1731]
pmfby-column-3 [632,2047,797,2177]
print-registration-dots-left [33,2364,169,2381]
article-paragraph: ಚಿತ್ರಕ್ಕೆ ಸೇನೆಯ ಅನುಮತಿ ಪಡೆಯುವ ಪ್ರಕ್ರಿಯೆ ನಡೆದಿದೆ. [1032,1730,1147,1759]
pmfby-article [282,2003,1147,2337]
color-dot [33,2364,50,2381]
article-paragraph: ಗೋವಿಂದರನ್ನು ಕ್ಷಮಿಸಲು ಸಿದ್ಧ ಎಂದು ಸುನೀತಾ ಹೇಳಿದ್ದು, 'ನಮ್ಮ ಮಧ್ಯೆ ಭಿನ್ನಾಭಿಪ್ರಾಯಗಳಿವೆ; ಆದರೆ ಸಂಸಾರ ಎಂದ ಮೇಲೆ ಹೊಂದಾಣಿಕೆ ಬೇಕು' ಎಂದಿದ್ದಾರೆ. [516,1223,675,1306]
page-header [27,25,1505,80]
footer-rule [27,2352,1505,2353]
lead-headline-banner [43,92,1489,142]
remedy-number: 12. [152,1330,165,1341]
remedy-number: 1. [36,1283,44,1294]
lead-paragraph: ಬುಡಕಟ್ಟು ಸಂಸ್ಕೃತಿ ಮತ್ತು ಸಂಪ್ರದಾಯ: ಇಲ್ಲಿ 26 ಪ್ರಮುಖ ಬುಡಕಟ್ಟುಗಳು ಮತ್ತು 100 ಕ್ಕೂ ಹೆಚ್ಚು ಉಪ-ಬುಡಕಟ್ಟುಗಳಿವೆ. ನ್ಯಿಶಿ, ಮೊನ್ಪಾ, ಆದಿ, ಅಪಾತಾನಿ, ಶೆರ್ದುಕ್ಪೆನ್ ಪ್ರಮುಖವಾದವು. [774,491,1010,558]
lead-paragraph: 1961 ರಲ್ಲಿ ಮಿಜೋ ರಾಷ್ಟ್ರೀಯ ರಂಗ (ಎಂಎನ್‌ಎಫ್) ರಚನೆಯಾಯಿತು; 1966 ರಲ್ಲಿ ಮಿಜೋ ದಂಗೆ ನಡೆಯಿತು. ಹಲವು ವರ್ಷಗಳ ಸಂಘರ್ಷದ ನಂತರ ಶಾಂತಿ ಮಾತುಕತೆ ಆರಂಭವಾಯಿತು. [1023,494,1259,560]
